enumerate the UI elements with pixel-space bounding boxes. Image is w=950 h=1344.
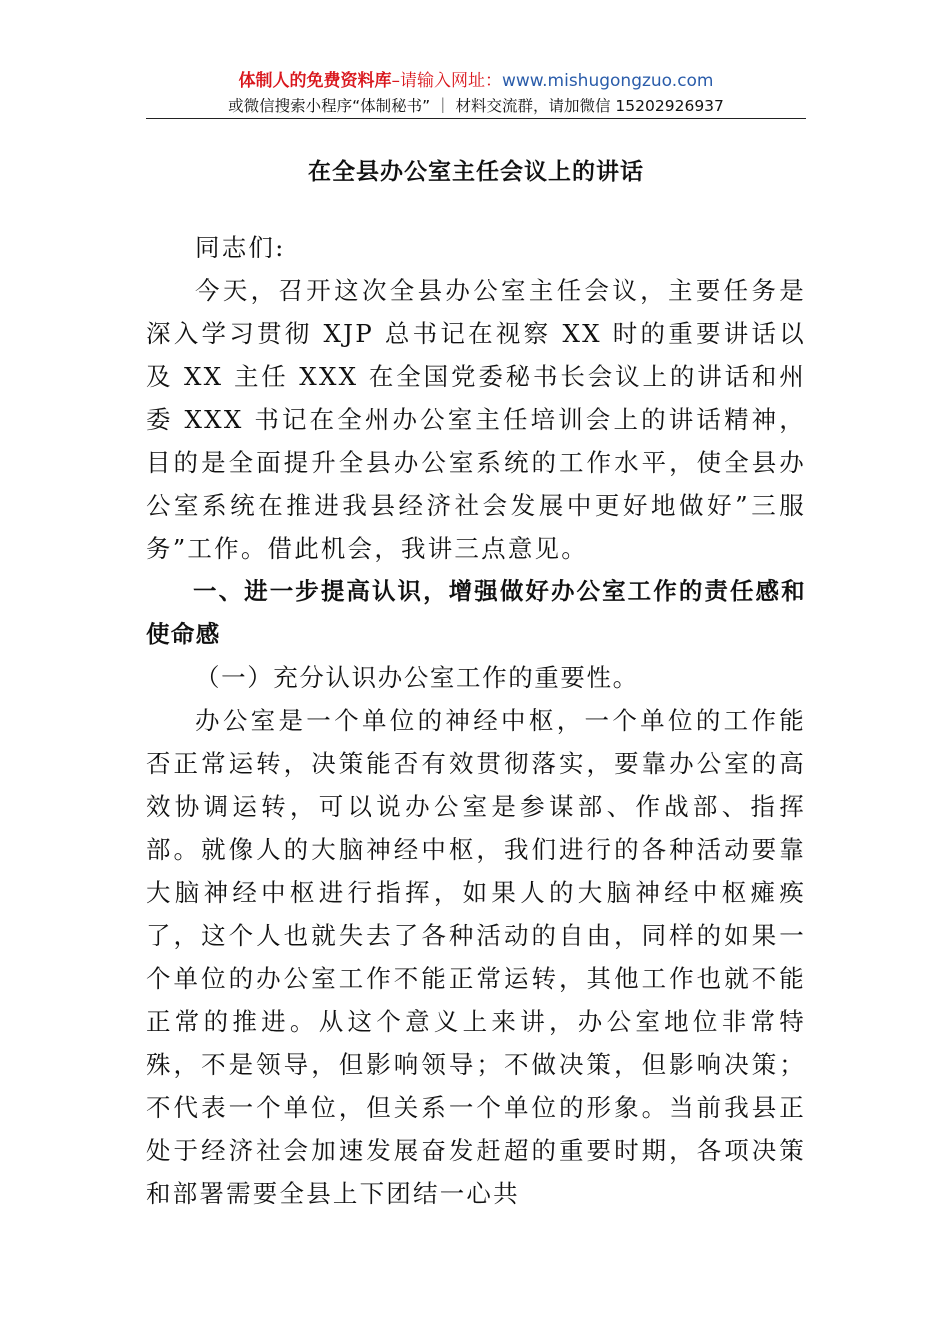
- header-contact-line: 或微信搜索小程序“体制秘书” ｜ 材料交流群，请加微信 15202926937: [228, 97, 724, 115]
- section-heading-1: 一、进一步提高认识，增强做好办公室工作的责任感和使命感: [146, 577, 806, 648]
- header-banner: [146, 68, 806, 94]
- greeting: 同志们:: [195, 233, 286, 262]
- header-brand: 体制人的免费资料库: [238, 71, 392, 91]
- header-prompt: –请输入网址：: [391, 71, 502, 91]
- document-title: 在全县办公室主任会议上的讲话: [308, 159, 644, 185]
- header-divider: [146, 118, 806, 119]
- document-body: [146, 226, 806, 1215]
- page-header: [146, 68, 806, 118]
- header-url-link[interactable]: www.mishugongzuo.com: [501, 71, 714, 91]
- paragraph-intro: 今天，召开这次全县办公室主任会议，主要任务是深入学习贯彻 XJP 总书记在视察 XX 时的重要讲话以及 XX 主任 XXX 在全国党委秘书长会议上的讲话和州委 XXX 书记在全州办公室主任培训会上的讲话精神，目的是全面提升全县办公室系统的工作水平，使全县办公室系统在推进我县经济社会发展中更好地做好”三服务”工作。借此机会，我讲三点意见。: [146, 276, 806, 563]
- subsection-heading-1: （一）充分认识办公室工作的重要性。: [195, 663, 639, 692]
- paragraph-body: 办公室是一个单位的神经中枢，一个单位的工作能否正常运转，决策能否有效贯彻落实，要靠办公室的高效协调运转，可以说办公室是参谋部、作战部、指挥部。就像人的大脑神经中枢，我们进行的各种活动要靠大脑神经中枢进行指挥，如果人的大脑神经中枢瘫痪了，这个人也就失去了各种活动的自由，同样的如果一个单位的办公室工作不能正常运转，其他工作也就不能正常的推进。从这个意义上来讲，办公室地位非常特殊，不是领导，但影响领导；不做决策，但影响决策；不代表一个单位，但关系一个单位的形象。当前我县正处于经济社会加速发展奋发赶超的重要时期，各项决策和部署需要全县上下团结一心共: [146, 706, 806, 1208]
